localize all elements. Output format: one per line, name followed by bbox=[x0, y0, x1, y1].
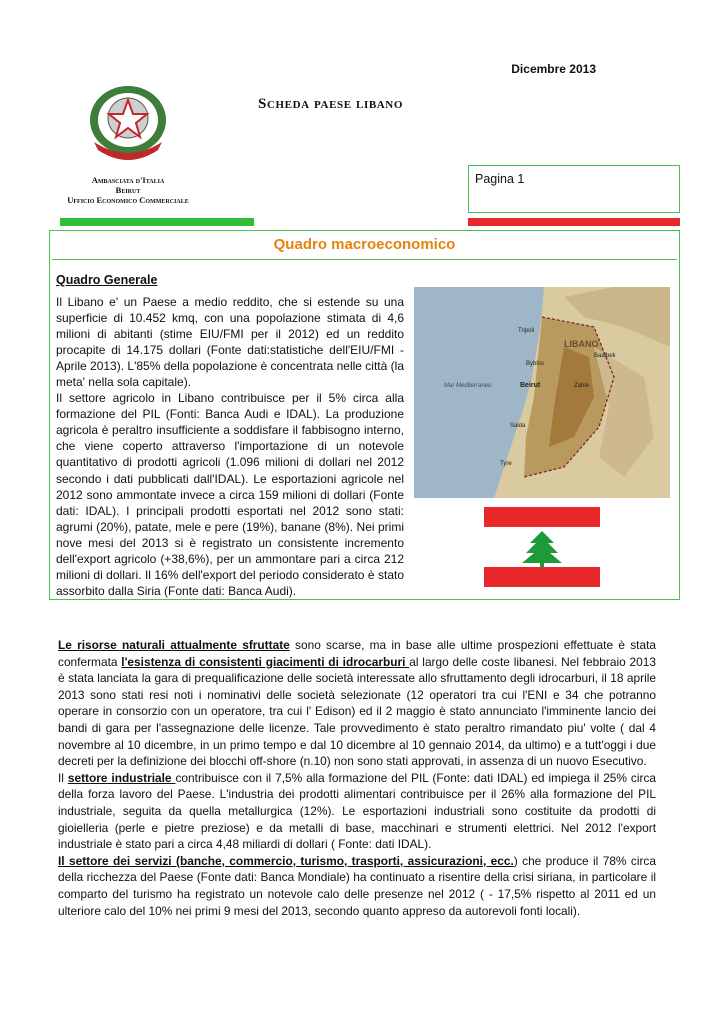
paragraph: Il Libano e' un Paese a medio reddito, che si estende su una superficie di 10.452 kmq, con una popolazione stimata di 4,6 milioni di abitanti (stime EIU/FMI per il 2012) ed un reddito procapite di 14.175 dollari (Fonte dati:statistiche dell'EIU/FMI - Aprile 2013). L'85% della popolazione è concentrata nelle città (la meta' nella sola capitale). bbox=[56, 295, 404, 390]
text: Il bbox=[58, 770, 68, 785]
embassy-line: Ambasciata d'Italia bbox=[91, 175, 165, 185]
green-divider bbox=[60, 218, 254, 226]
overview-text bbox=[56, 294, 404, 599]
map-city: Baalbek bbox=[594, 353, 616, 359]
map-title: LIBANO bbox=[564, 339, 599, 349]
page-number-box bbox=[468, 165, 680, 213]
map-city: Byblos bbox=[526, 361, 545, 367]
subheading: Quadro Generale bbox=[56, 273, 158, 287]
document-title: Scheda paese libano bbox=[258, 96, 404, 112]
paragraph bbox=[58, 770, 656, 853]
map-city: Beirut bbox=[520, 382, 541, 389]
economy-text bbox=[58, 637, 656, 919]
text: ) che produce il 78% circa della ricchezza del Paese (Fonte dati: Banca Mondiale) ha continuato a risentire della crisi siriana, in particolare il comparto del turismo ha registrato un notevole calo delle presenze nel 2012 ( - 17,5% rispetto al 2011 ed un ulteriore calo del 10% nei primi 9 mesi del 2013, secondo quanto appreso da autorevoli fonti locali). bbox=[58, 853, 656, 918]
paragraph: Il settore agricolo in Libano contribuisce per il 5% circa alla formazione del PIL (Fonti: Banca Audi e IDAL). La produzione agricola è peraltro insufficiente a soddisfare il fabbisogno interno, che viene coperto attraverso l'importazione di un notevole quantitativo di prodotti agricoli (1.096 milioni di dollari nel 2012 secondo i dati pubblicati dall'IDAL). Le esportazioni agricole nel 2012 sono ammontate invece a circa 159 milioni di dollari (Fonte dati: IDAL). I principali prodotti esportati nel 2012 sono stati: agrumi (20%), patate, mele e pere (19%), banane (8%). Nei primi nove mesi del 2013 si è registrato un consistente incremento dell'export agricolo (+38,6%), per un ammontare pari a circa 212 milioni di dollari. Il 16% dell'export del periodo considerato è stato assorbito dalla Siria (Fonte dati: Banca Audi). bbox=[56, 391, 404, 598]
hydrocarbons-heading: l'esistenza di consistenti giacimenti di idrocarburi bbox=[121, 654, 410, 669]
text: contribuisce con il 7,5% alla formazione del PIL (Fonte: dati IDAL) ed impiega il 25% circa della forza lavoro del Paese. L'industria dei prodotti alimentari contribuisce per il 26% alla formazione del PIL industriale, seguita da quella metallurgica (12%). Le esportazioni industriali sono costituite da prodotti di gioielleria (perle e pietre preziose) e da metalli di base, macchinari e strumenti elettrici. Nel 2012 l'export industriale è stato pari a circa 4,48 miliardi di dollari ( Fonte: dati IDAL). bbox=[58, 770, 657, 852]
section-title: Quadro macroeconomico bbox=[273, 236, 456, 253]
document-date: Dicembre 2013 bbox=[511, 62, 596, 76]
services-heading: Il settore dei servizi (banche, commercio, turismo, trasporti, assicurazioni, ecc. bbox=[58, 853, 514, 868]
map-city: Zahle bbox=[574, 383, 590, 389]
text: sono scarse, ma in base alle ultime prospezioni effettuate è stata confermata bbox=[58, 638, 656, 669]
map-city: Saida bbox=[510, 423, 526, 429]
map-city: Tripoli bbox=[518, 328, 535, 334]
section-divider bbox=[52, 259, 677, 260]
industry-heading: settore industriale bbox=[67, 770, 176, 785]
italian-republic-emblem bbox=[82, 76, 174, 166]
paragraph bbox=[58, 637, 656, 770]
embassy-line: Ufficio Economico Commerciale bbox=[67, 195, 189, 205]
embassy-line: Beirut bbox=[115, 185, 141, 195]
embassy-block bbox=[42, 175, 214, 205]
paragraph bbox=[58, 853, 656, 919]
text: al largo delle coste libanesi. Nel febbraio 2013 è stata lanciata la gara di prequalificazione delle società interessate allo sfruttamento degli idrocarburi, il 18 aprile 2013 sono stati resi noti i nominativi delle società selezionate (12 operatori tra cui l'ENI e 34 che potranno operare in consorzio con un operatore, tra cui l' Edison) ed il 2 maggio è stato annunciato l'imminente lancio dei bandi di gara per l'assegnazione delle licenze. Tale provvedimento è stato peraltro rimandato piu' volte ( dal 4 novembre al 10 dicembre, in un primo tempo e dal 10 dicembre al 10 gennaio 2014, da ultimo) e a tutt'oggi i due decreti per la definizione dei blocchi off-shore (n.10) non sono stati approvati, in assenza di un nuovo Esecutivo. bbox=[58, 654, 656, 769]
map-city: Tyre bbox=[500, 461, 512, 467]
red-divider bbox=[468, 218, 680, 226]
map-sea-label: Mar Mediterraneo bbox=[444, 383, 492, 389]
lebanon-flag bbox=[484, 507, 600, 587]
lebanon-map bbox=[414, 287, 670, 498]
page-number: Pagina 1 bbox=[475, 172, 525, 186]
natural-resources-heading: Le risorse naturali attualmente sfruttate bbox=[58, 638, 290, 652]
